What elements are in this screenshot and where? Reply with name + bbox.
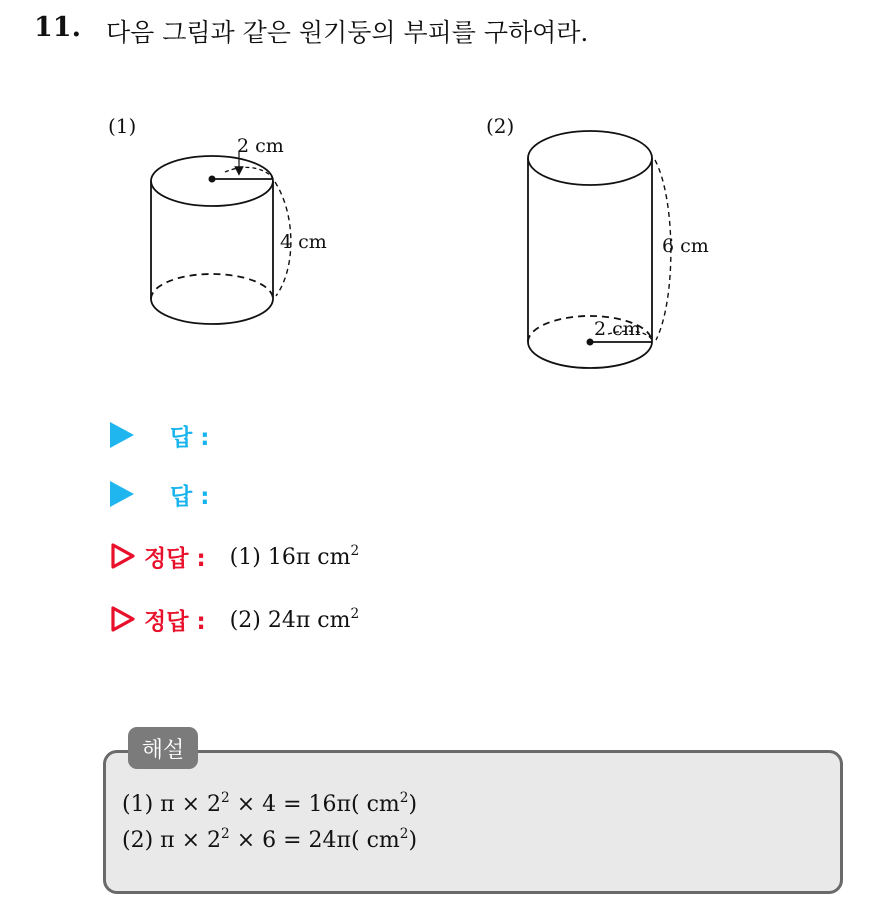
outline-triangle-icon xyxy=(110,605,136,633)
explanation-suffix: ) xyxy=(408,791,418,817)
solution-row-2 xyxy=(110,599,359,639)
figure-2-label: (2) xyxy=(486,114,515,138)
question-number: 11. xyxy=(34,12,81,43)
cylinder-2-radius-label: 2 cm xyxy=(594,318,641,340)
answer-label: 답 : xyxy=(170,424,210,451)
cylinder-1-center-dot xyxy=(209,176,216,183)
explanation-line-2 xyxy=(122,826,417,853)
solution-value-1 xyxy=(230,543,359,570)
solid-triangle-icon xyxy=(110,481,134,507)
answer-label: 답 : xyxy=(170,483,210,510)
solution-number: (2) xyxy=(229,607,261,633)
solution-label: 정답 : xyxy=(144,608,206,635)
explanation-prefix: (2) π × 2 xyxy=(122,827,222,853)
cylinder-2-center-dot xyxy=(587,339,594,346)
solution-exponent: 2 xyxy=(350,605,360,622)
solution-expression: 24π cm xyxy=(267,607,351,633)
cylinder-1 xyxy=(151,152,291,324)
cylinder-2-bottom-front xyxy=(528,342,652,368)
cylinder-1-bottom-back xyxy=(151,274,273,299)
solution-row-1 xyxy=(110,536,359,576)
solution-label: 정답 : xyxy=(144,545,206,572)
cylinder-2-height-label: 6 cm xyxy=(662,235,709,257)
solution-value-2 xyxy=(230,606,359,633)
solution-expression: 16π cm xyxy=(267,544,351,570)
explanation-line-1 xyxy=(122,790,417,817)
explanation-exponent: 2 xyxy=(399,826,409,842)
explanation-suffix: ) xyxy=(408,827,418,853)
question-text: 다음 그림과 같은 원기둥의 부피를 구하여라. xyxy=(106,18,589,47)
cylinder-1-height-label: 4 cm xyxy=(280,231,327,253)
outline-triangle-icon xyxy=(110,542,136,570)
cylinders-diagram xyxy=(0,0,884,420)
explanation-tab: 해설 xyxy=(128,727,198,769)
cylinder-1-radius-label: 2 cm xyxy=(237,135,284,157)
explanation-middle: × 4 = 16π( cm xyxy=(229,791,400,817)
explanation-exponent: 2 xyxy=(399,790,409,806)
solution-number: (1) xyxy=(229,544,261,570)
figure-1-label: (1) xyxy=(108,114,137,138)
explanation-box xyxy=(103,750,843,894)
cylinder-1-bottom-front xyxy=(151,299,273,324)
cylinder-2-top xyxy=(528,131,652,185)
explanation-exponent: 2 xyxy=(221,790,230,806)
explanation-prefix: (1) π × 2 xyxy=(122,791,222,817)
explanation-middle: × 6 = 24π( cm xyxy=(229,827,400,853)
explanation-exponent: 2 xyxy=(221,826,230,842)
solution-exponent: 2 xyxy=(350,542,360,559)
answer-row-1 xyxy=(110,415,209,455)
solid-triangle-icon xyxy=(110,422,134,448)
answer-row-2 xyxy=(110,474,209,514)
